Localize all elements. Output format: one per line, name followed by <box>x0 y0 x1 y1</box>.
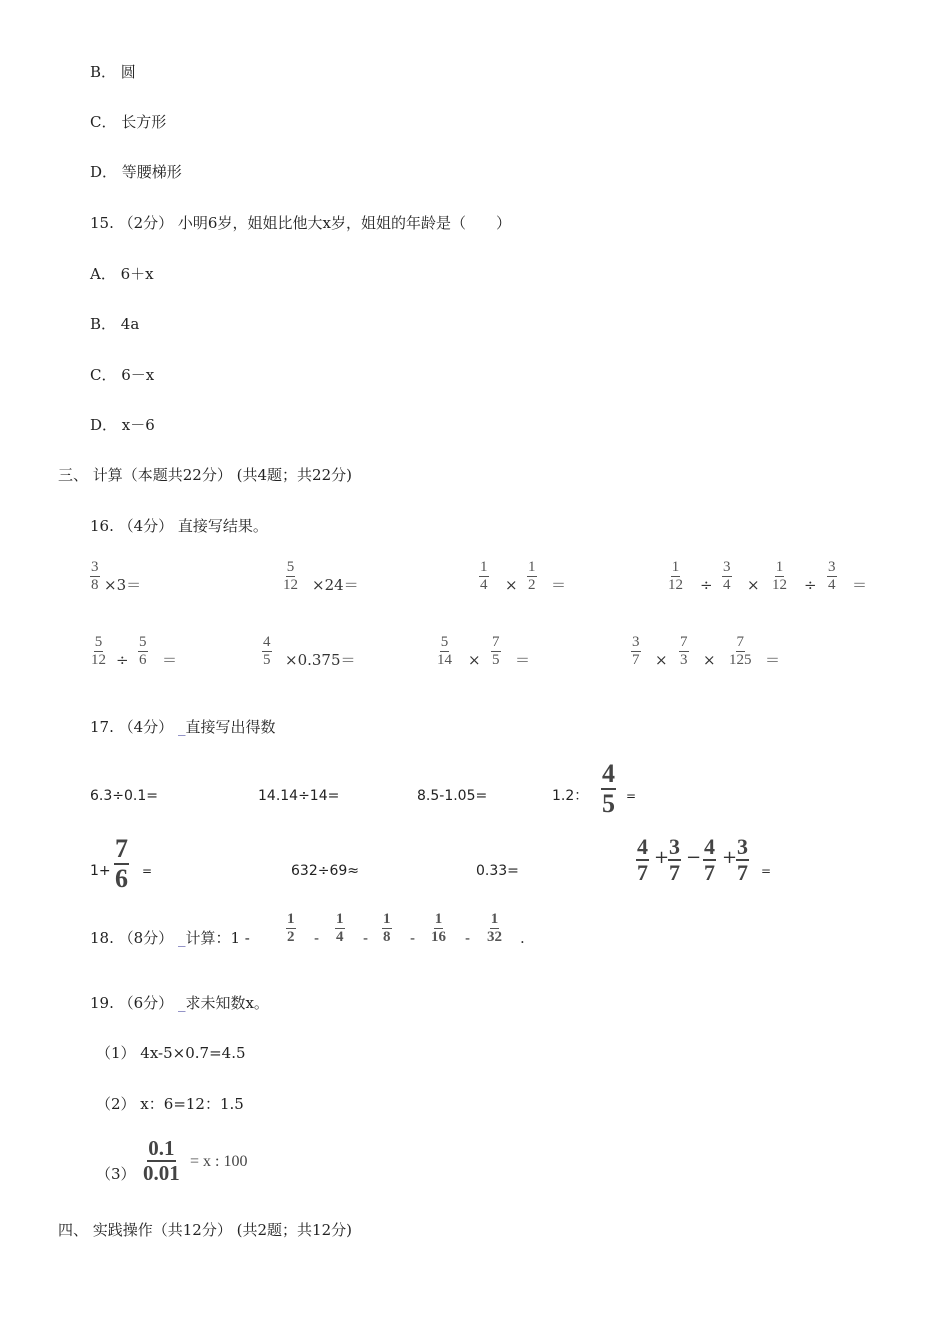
fraction: $\frac{5}{12}$ <box>283 559 298 593</box>
answer-blank: _ <box>177 994 186 1012</box>
fraction: $\frac{4}{7}$ <box>637 834 648 885</box>
question-15-stem: 15. （2分） 小明6岁，姐姐比他大x岁，姐姐的年龄是（ ） <box>90 214 511 232</box>
question-19-stem <box>90 993 269 1013</box>
fraction: $\frac{7}{5}$ <box>492 634 500 668</box>
question-text: 求未知数x。 <box>185 994 269 1012</box>
expression-tail: ＝ <box>162 651 178 669</box>
expression-tail: ×24＝ <box>312 576 359 594</box>
q17-expr-5-prefix: 1+ <box>90 863 111 879</box>
operator: ÷ <box>116 651 129 669</box>
q15-option-a: A． 6＋x <box>90 265 154 283</box>
q17-fraction-7-6: $\frac{7}{6}$ <box>115 834 128 893</box>
operator: ÷ <box>804 576 817 594</box>
minus-sign: - <box>410 929 416 947</box>
q17-expr-4: 1.2： <box>552 788 589 804</box>
option-c: C． 长方形 <box>90 113 167 131</box>
minus-sign: - <box>363 929 369 947</box>
q17-equals: = <box>142 864 153 878</box>
question-number: 18. （8分） <box>90 929 174 947</box>
q18-fraction-5: $\frac{1}{32}$ <box>487 911 502 945</box>
q18-fraction-1: $\frac{1}{2}$ <box>287 911 295 945</box>
q18-fraction-4: $\frac{1}{16}$ <box>431 911 446 945</box>
operator: × <box>468 651 481 669</box>
fraction: $\frac{1}{12}$ <box>772 559 787 593</box>
minus-sign: - <box>314 929 320 947</box>
fraction: $\frac{3}{4}$ <box>828 559 836 593</box>
fraction: $\frac{5}{6}$ <box>139 634 147 668</box>
question-number: 17. （4分） <box>90 718 174 736</box>
answer-blank: _ <box>177 718 186 736</box>
q18-fraction-3: $\frac{1}{8}$ <box>383 911 391 945</box>
q15-option-c: C． 6－x <box>90 366 155 384</box>
expression-tail: ＝ <box>852 576 868 594</box>
question-17-stem <box>90 717 275 737</box>
fraction: $\frac{5}{14}$ <box>437 634 452 668</box>
option-d: D． 等腰梯形 <box>90 163 182 181</box>
q18-fraction-2: $\frac{1}{4}$ <box>336 911 344 945</box>
question-16-stem: 16. （4分） 直接写结果。 <box>90 517 268 535</box>
q17-expr-1: 6.3÷0.1= <box>90 788 158 804</box>
operator: ÷ <box>700 576 713 594</box>
operator: × <box>505 576 518 594</box>
q19-part-3-label: （3） <box>96 1165 136 1183</box>
q17-expr-3: 8.5-1.05= <box>417 788 488 804</box>
fraction: $\frac{4}{5}$ <box>263 634 271 668</box>
expression-tail: ×0.375＝ <box>285 651 356 669</box>
operator: − <box>686 847 702 868</box>
question-number: 19. （6分） <box>90 994 174 1012</box>
expression-tail: ＝ <box>515 651 531 669</box>
q17-expr-6: 632÷69≈ <box>291 863 359 879</box>
question-text: 直接写出得数 <box>185 718 276 736</box>
expression-tail: ×3＝ <box>104 576 142 594</box>
section-4-heading: 四、 实践操作（共12分） (共2题；共12分) <box>58 1221 352 1239</box>
q19-part-3-fraction: $\frac{0.1}{0.01}$ <box>143 1136 180 1185</box>
fraction: $\frac{3}{7}$ <box>737 834 748 885</box>
expression-tail: = <box>761 864 772 878</box>
operator: + <box>654 847 670 868</box>
q19-part-1: （1） 4x-5×0.7=4.5 <box>96 1044 246 1062</box>
question-text: 计算：1 - <box>185 929 250 947</box>
fraction: $\frac{1}{2}$ <box>528 559 536 593</box>
q15-option-b: B． 4a <box>90 315 140 333</box>
operator: × <box>703 651 716 669</box>
fraction: $\frac{7}{125}$ <box>729 634 752 668</box>
q15-option-d: D． x－6 <box>90 416 155 434</box>
q17-expr-7: 0.33= <box>476 863 519 879</box>
expression-tail: ＝ <box>551 576 567 594</box>
minus-sign: - <box>465 929 471 947</box>
fraction: $\frac{4}{7}$ <box>704 834 715 885</box>
question-18-stem <box>90 928 250 948</box>
q19-part-3-tail: = x : 100 <box>190 1153 248 1170</box>
fraction: $\frac{1}{12}$ <box>668 559 683 593</box>
fraction: $\frac{3}{7}$ <box>632 634 640 668</box>
fraction: $\frac{3}{8}$ <box>91 559 99 593</box>
operator: × <box>747 576 760 594</box>
answer-blank: _ <box>177 929 186 947</box>
fraction: $\frac{3}{7}$ <box>669 834 680 885</box>
fraction: $\frac{5}{12}$ <box>91 634 106 668</box>
period: . <box>520 929 525 947</box>
fraction: $\frac{7}{3}$ <box>680 634 688 668</box>
option-b: B． 圆 <box>90 63 136 81</box>
fraction: $\frac{3}{4}$ <box>723 559 731 593</box>
q17-fraction-4-5: $\frac{4}{5}$ <box>602 759 615 818</box>
q17-expr-2: 14.14÷14= <box>258 788 340 804</box>
q19-part-2: （2） x：6=12：1.5 <box>96 1095 244 1113</box>
operator: + <box>722 847 738 868</box>
fraction: $\frac{1}{4}$ <box>480 559 488 593</box>
expression-tail: ＝ <box>765 651 781 669</box>
operator: × <box>655 651 668 669</box>
q17-equals: = <box>626 789 637 803</box>
section-3-heading: 三、 计算（本题共22分） (共4题；共22分) <box>58 466 352 484</box>
